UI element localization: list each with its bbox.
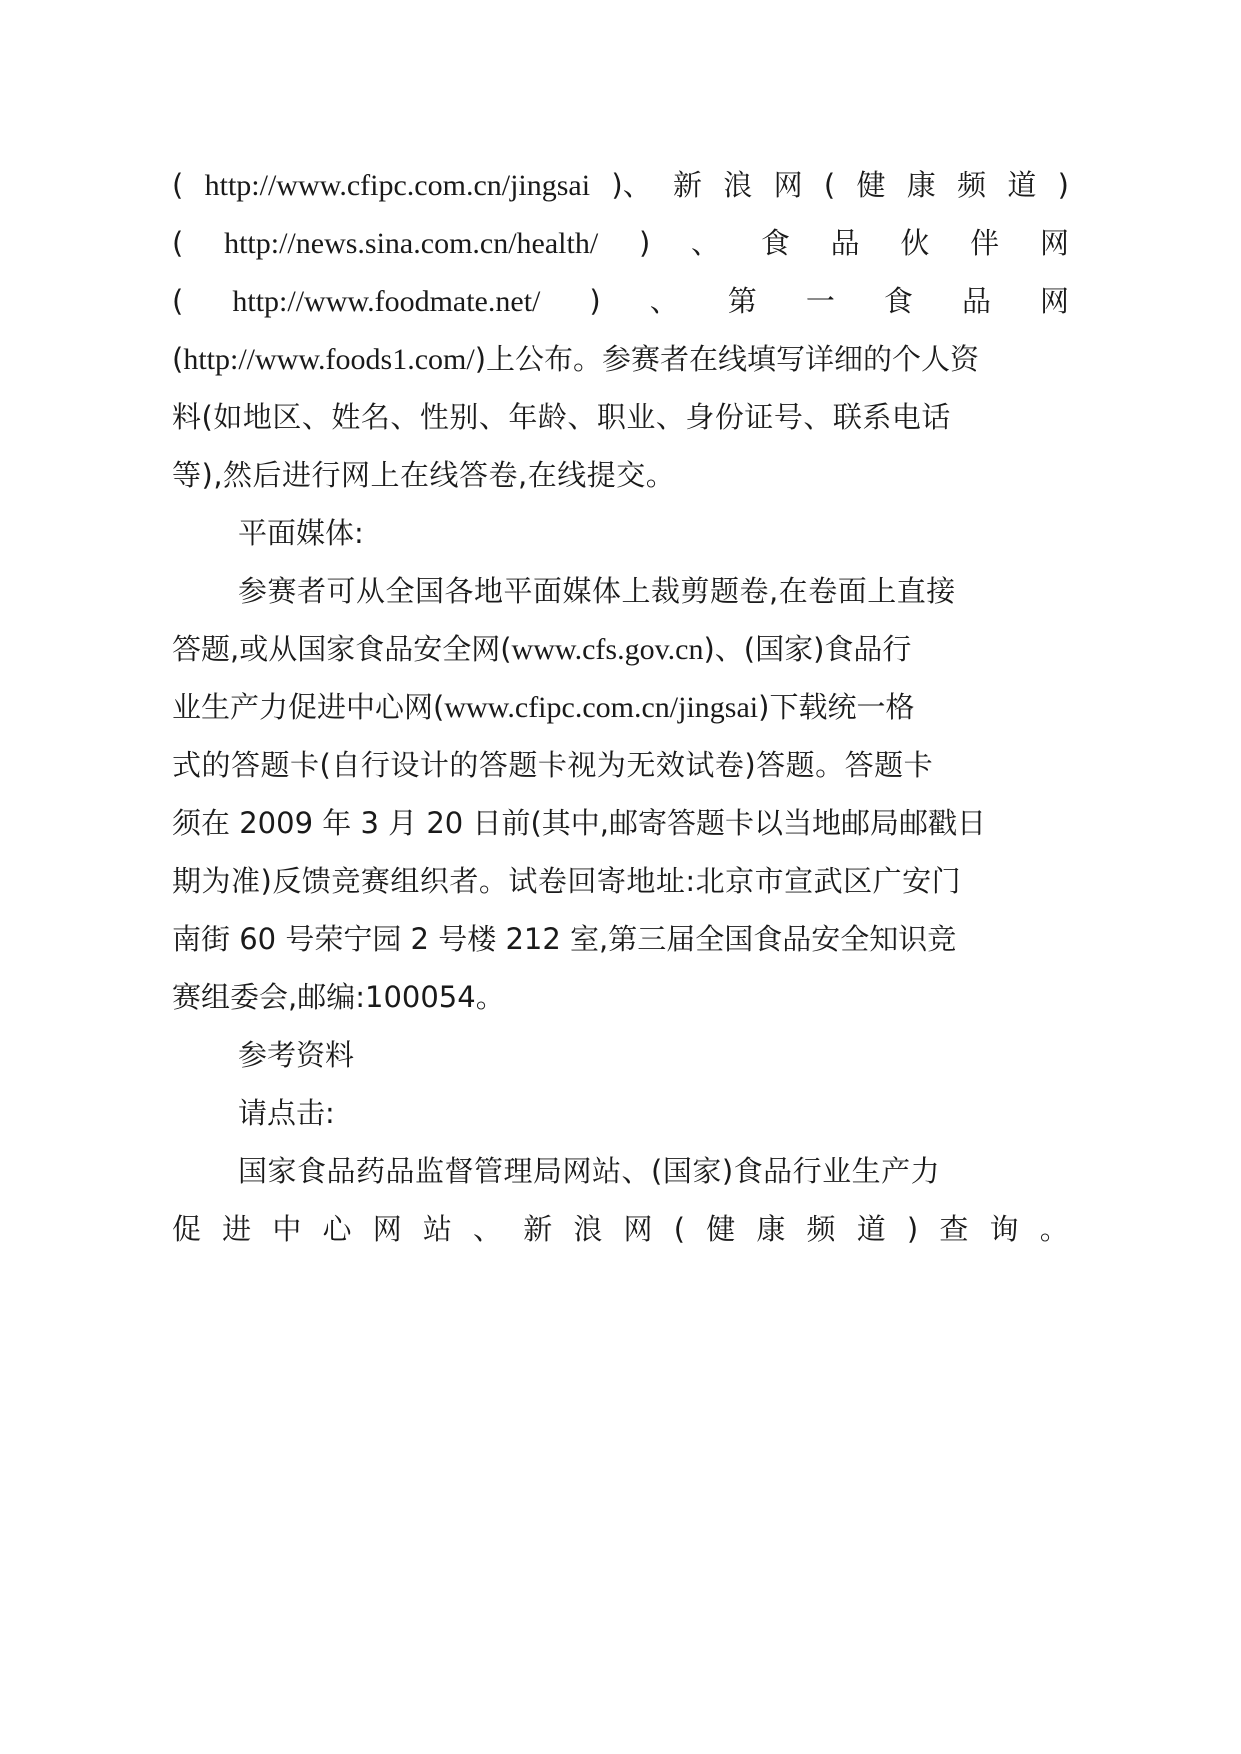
text: 业生产力促进中心网( [172,690,445,724]
text: 、 [649,284,679,318]
p2-line-4: 式的答题卡(自行设计的答题卡视为无效试卷)答题。答题卡 [172,748,934,782]
text: ( [172,284,184,318]
p2-line-3 [172,685,1069,729]
text: 浪 [573,1212,603,1246]
text: )、 [611,168,652,202]
text: 。 [1039,1212,1069,1246]
url-cfs[interactable]: www.cfs.gov.cn [511,633,704,666]
p1-line-2 [172,221,1069,265]
text: 食 [883,284,913,318]
text: ) [1057,168,1069,202]
text: ) [906,1212,919,1246]
text: 网 [623,1212,653,1246]
text: )下载统一格 [758,690,915,724]
text: ) [638,226,651,260]
text: 询 [989,1212,1019,1246]
text: ( [823,168,836,202]
p3-line-1: 国家食品药品监督管理局网站、(国家)食品行业生产力 [238,1154,941,1188]
text: 伙 [900,226,930,260]
text: 查 [939,1212,969,1246]
heading-print-media: 平面媒体: [238,516,364,550]
p1-line-1 [172,163,1069,207]
heading-reference: 参考资料 [238,1038,355,1072]
text: 康 [906,168,936,202]
text: ( [172,226,184,260]
text: 道 [1007,168,1037,202]
text: 健 [856,168,886,202]
p1-line-6: 等),然后进行网上在线答卷,在线提交。 [172,458,676,492]
text: 浪 [723,168,753,202]
url-foodmate[interactable]: http://www.foodmate.net/ [232,285,541,318]
text: 健 [706,1212,736,1246]
text: 伴 [970,226,1000,260]
text: 答题,或从国家食品安全网( [172,632,512,666]
text: 新 [523,1212,553,1246]
text: 频 [957,168,987,202]
p3-line-2 [172,1207,1069,1251]
text: 食 [760,226,790,260]
text: 网 [773,168,803,202]
p2-line-2 [172,627,1069,671]
text: 品 [830,226,860,260]
p2-line-7: 南街 60 号荣宁园 2 号楼 212 室,第三届全国食品安全知识竞 [172,922,957,956]
text: )、(国家)食品行 [703,632,912,666]
text: 网 [1039,284,1069,318]
text: 促 [172,1212,202,1246]
p1-line-4 [172,337,1069,381]
text: 网 [1039,226,1069,260]
text: 中 [272,1212,302,1246]
text: ( [673,1212,686,1246]
text: 进 [222,1212,252,1246]
p2-line-6: 期为准)反馈竞赛组织者。试卷回寄地址:北京市宣武区广安门 [172,864,962,898]
p1-line-5: 料(如地区、姓名、性别、年龄、职业、身份证号、联系电话 [172,400,951,434]
url-sina-health[interactable]: http://news.sina.com.cn/health/ [224,227,599,260]
p2-line-1: 参赛者可从全国各地平面媒体上裁剪题卷,在卷面上直接 [238,574,956,608]
text: 频 [806,1212,836,1246]
text: ) [589,284,601,318]
url-foods1[interactable]: http://www.foods1.com/ [183,343,475,376]
text: 一 [805,284,835,318]
text: 新 [672,168,702,202]
text: ( [172,342,184,376]
text: 品 [961,284,991,318]
text: ( [172,168,184,202]
p2-line-5: 须在 2009 年 3 月 20 日前(其中,邮寄答题卡以当地邮局邮戳日 [172,806,986,840]
text: 、 [691,226,721,260]
text: 网 [372,1212,402,1246]
text: 心 [322,1212,352,1246]
url-cfipc-jingsai[interactable]: www.cfipc.com.cn/jingsai [444,691,759,724]
text: 、 [473,1212,503,1246]
text: 道 [856,1212,886,1246]
text: )上公布。参赛者在线填写详细的个人资 [474,342,980,376]
text: 站 [422,1212,452,1246]
p2-line-8: 赛组委会,邮编:100054。 [172,980,505,1014]
heading-click: 请点击: [238,1096,335,1130]
text: 第 [727,284,757,318]
p1-line-3 [172,279,1069,323]
text: 康 [756,1212,786,1246]
url-cfipc[interactable]: http://www.cfipc.com.cn/jingsai [204,169,591,202]
